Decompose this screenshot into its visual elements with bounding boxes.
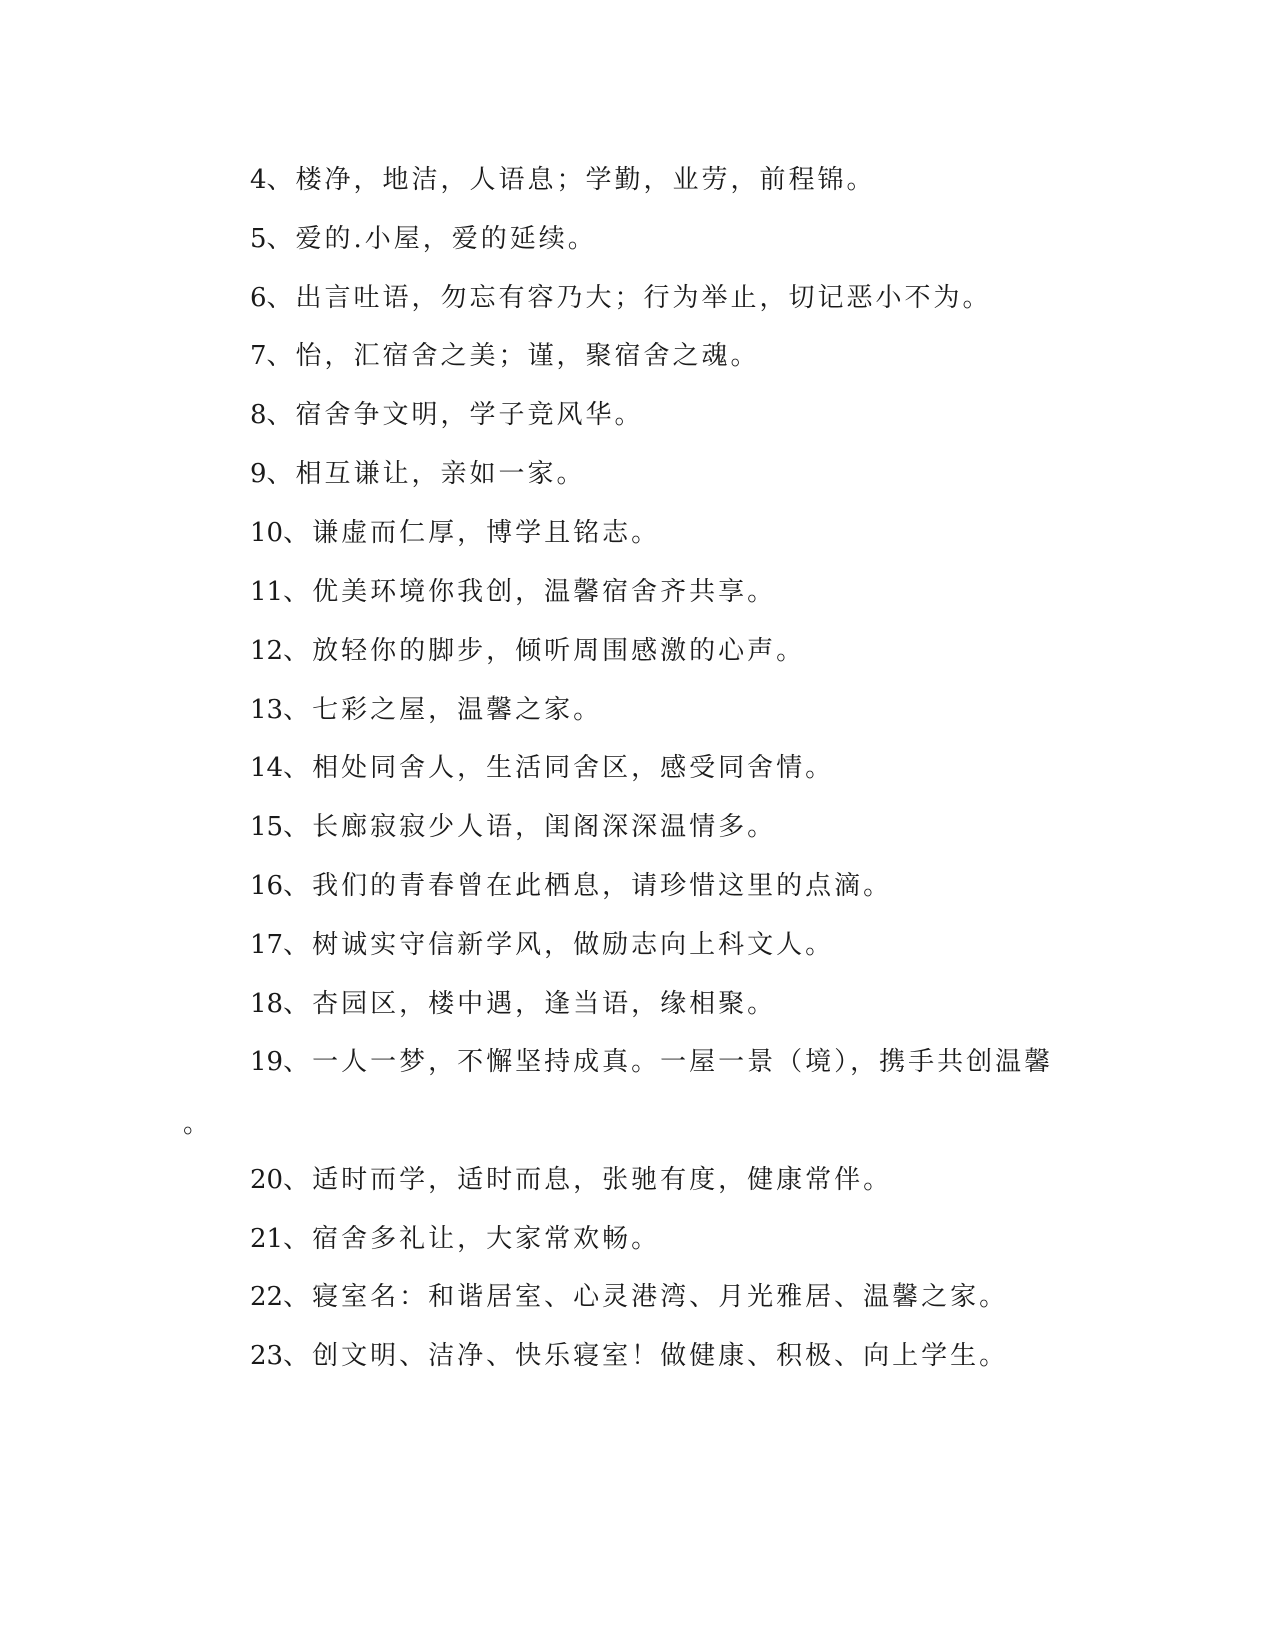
slogan-line <box>250 399 644 431</box>
line-text: 、楼净，地洁，人语息；学勤，业劳，前程锦。 <box>266 165 876 195</box>
slogan-line <box>250 929 834 961</box>
slogan-line <box>250 1223 660 1255</box>
line-text: 、宿舍多礼让，大家常欢畅。 <box>283 1224 661 1254</box>
line-text: 、谦虚而仁厚，博学且铭志。 <box>283 518 661 548</box>
slogan-line <box>250 1164 892 1196</box>
line-text: 、杏园区，楼中遇，逢当语，缘相聚。 <box>283 989 777 1019</box>
line-text: 、适时而学，适时而息，张驰有度，健康常伴。 <box>283 1165 893 1195</box>
line-number: 18 <box>250 989 284 1019</box>
line-text: 、七彩之屋，温馨之家。 <box>283 695 603 725</box>
line-number: 15 <box>250 812 284 842</box>
slogan-line <box>250 576 776 608</box>
slogan-line <box>250 164 876 196</box>
line-number: 23 <box>250 1341 284 1371</box>
line-number: 22 <box>250 1282 284 1312</box>
line-text: 、宿舍争文明，学子竞风华。 <box>266 400 644 430</box>
slogan-line <box>250 517 660 549</box>
line-text: 、树诚实守信新学风，做励志向上科文人。 <box>283 930 835 960</box>
line-text: 、寝室名：和谐居室、心灵港湾、月光雅居、温馨之家。 <box>283 1282 1009 1312</box>
line-number: 11 <box>250 577 284 607</box>
line-text: 、创文明、洁净、快乐寝室！做健康、积极、向上学生。 <box>283 1341 1009 1371</box>
line-number: 14 <box>250 753 284 783</box>
line-text: 、长廊寂寂少人语，闺阁深深温情多。 <box>283 812 777 842</box>
slogan-line <box>250 1046 1053 1078</box>
slogan-line <box>250 635 805 667</box>
line-number: 6 <box>250 283 267 313</box>
line-text: 、放轻你的脚步，倾听周围感激的心声。 <box>283 636 806 666</box>
slogan-line <box>250 223 597 255</box>
slogan-line <box>250 340 760 372</box>
line-text: 、相互谦让，亲如一家。 <box>266 459 586 489</box>
line-number: 5 <box>250 224 267 254</box>
slogan-line <box>250 1340 1008 1372</box>
line-number: 19 <box>250 1047 284 1077</box>
line-text: 、爱的.小屋，爱的延续。 <box>266 224 597 254</box>
line-text: 、出言吐语，勿忘有容乃大；行为举止，切记恶小不为。 <box>266 283 992 313</box>
line-text: 、相处同舍人，生活同舍区，感受同舍情。 <box>283 753 835 783</box>
slogan-line <box>250 752 834 784</box>
line-number: 20 <box>250 1165 284 1195</box>
line-text: 、怡，汇宿舍之美；谨，聚宿舍之魂。 <box>266 341 760 371</box>
line-number: 4 <box>250 165 267 195</box>
slogan-line <box>250 1281 1008 1313</box>
line-number: 12 <box>250 636 284 666</box>
line-text: 、一人一梦，不懈坚持成真。一屋一景（境），携手共创温馨 <box>283 1047 1054 1077</box>
line-text: 、我们的青春曾在此栖息，请珍惜这里的点滴。 <box>283 871 893 901</box>
wrapped-line-tail: 。 <box>183 1109 210 1139</box>
line-number: 7 <box>250 341 267 371</box>
slogan-line <box>250 694 602 726</box>
slogan-line <box>250 458 586 490</box>
line-number: 16 <box>250 871 284 901</box>
slogan-line <box>250 282 992 314</box>
slogan-line <box>250 988 776 1020</box>
line-text: 、优美环境你我创，温馨宿舍齐共享。 <box>283 577 777 607</box>
line-number: 17 <box>250 930 284 960</box>
line-number: 21 <box>250 1224 284 1254</box>
line-number: 10 <box>250 518 284 548</box>
line-number: 8 <box>250 400 267 430</box>
slogan-line <box>250 811 776 843</box>
line-number: 13 <box>250 695 284 725</box>
line-number: 9 <box>250 459 267 489</box>
slogan-line <box>250 870 892 902</box>
